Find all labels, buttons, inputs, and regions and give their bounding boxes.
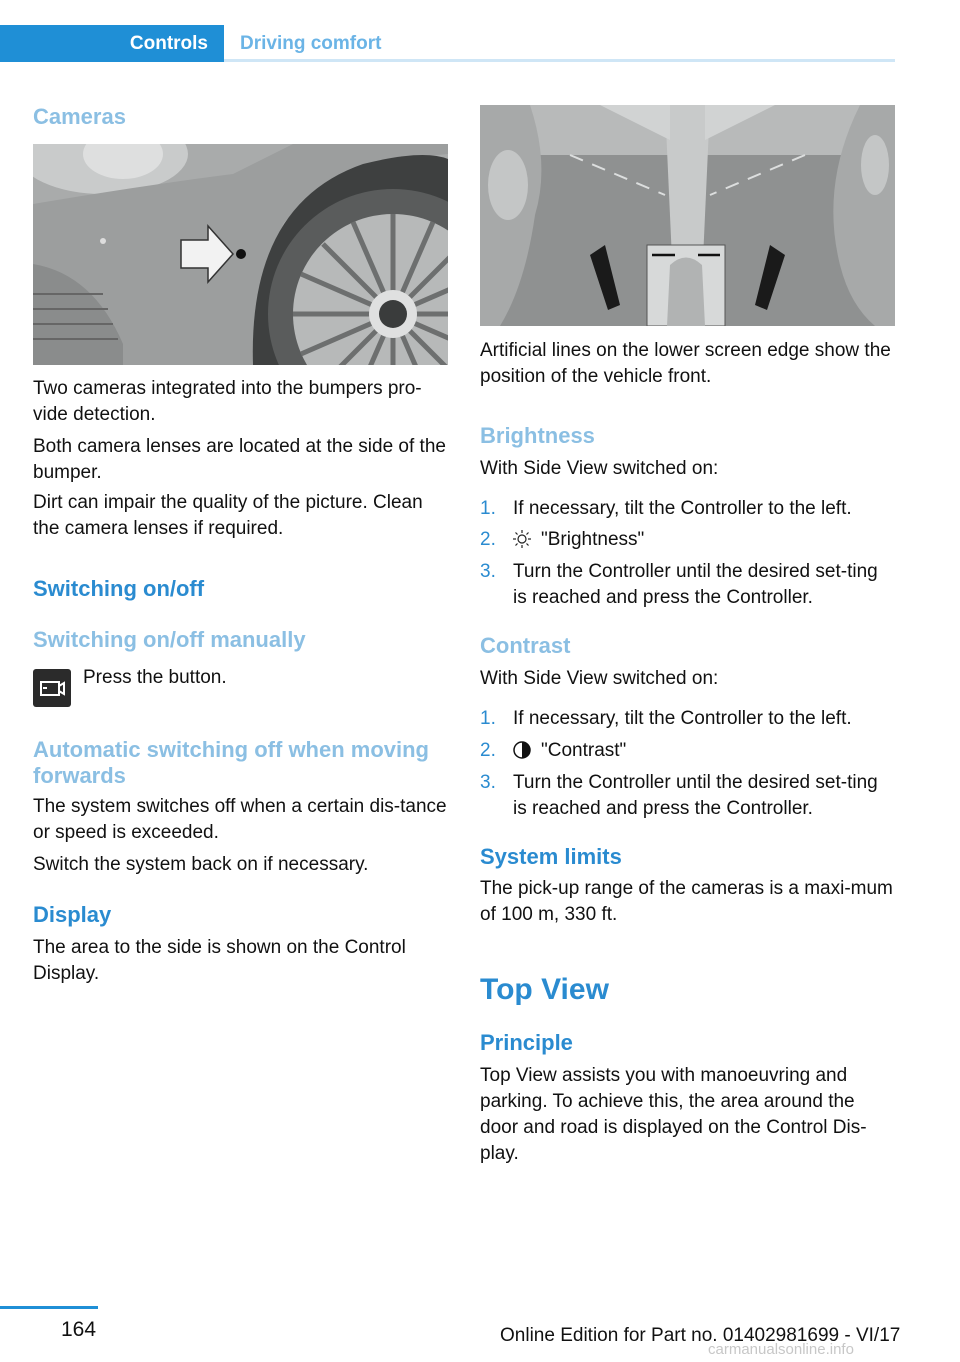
step-number: 3.: [480, 772, 496, 793]
contrast-step-2: [480, 738, 895, 764]
tab-driving-comfort[interactable]: Driving comfort: [240, 32, 382, 54]
system-limits-paragraph: The pick-up range of the cameras is a maxi‐mum of 100 m, 330 ft.: [480, 878, 893, 925]
brightness-step-2: [480, 527, 895, 553]
tab-controls[interactable]: Controls: [0, 25, 224, 62]
principle-paragraph: Top View assists you with manoeuvring and parking. To achieve this, the area around the door and road is displayed on the Control Dis‐play.: [480, 1065, 867, 1164]
page-header: [0, 0, 895, 62]
cameras-paragraph-1: Two cameras integrated into the bumpers pro‐vide detection.: [33, 378, 422, 425]
step-number: 1.: [480, 708, 496, 729]
auto-off-paragraph-1: The system switches off when a certain dis‐tance or speed is exceeded.: [33, 796, 447, 843]
contrast-icon: [513, 741, 531, 767]
principle-heading: Principle: [480, 1030, 573, 1055]
cameras-heading: Cameras: [33, 104, 126, 129]
contrast-heading: Contrast: [480, 633, 571, 658]
cameras-paragraph-3: Dirt can impair the quality of the picture. Clean the camera lenses if required.: [33, 492, 423, 539]
step-text: Turn the Controller until the desired set‐ting is reached and press the Controller.: [513, 772, 878, 819]
display-paragraph: The area to the side is shown on the Control Display.: [33, 937, 406, 984]
press-button-text: Press the button.: [83, 667, 227, 688]
brightness-step-1: [480, 496, 895, 522]
auto-off-paragraph-2: Switch the system back on if necessary.: [33, 854, 369, 875]
system-limits-heading: System limits: [480, 844, 622, 869]
top-view-heading: Top View: [480, 973, 609, 1006]
header-divider: [224, 59, 895, 62]
manual-switching-heading: Switching on/off manually: [33, 627, 306, 652]
watermark: carmanualsonline.info: [708, 1341, 854, 1358]
page-number: 164: [61, 1318, 97, 1341]
sun-icon: [513, 530, 531, 556]
auto-off-heading: Automatic switching off when moving forwards: [33, 737, 429, 788]
step-text: "Brightness": [541, 529, 645, 550]
switching-heading: Switching on/off: [33, 576, 205, 601]
contrast-step-1: [480, 706, 895, 732]
step-text: "Contrast": [541, 740, 627, 761]
brightness-heading: Brightness: [480, 423, 595, 448]
side-view-display-illustration: [480, 105, 895, 326]
contrast-intro: With Side View switched on:: [480, 668, 719, 689]
step-text: Turn the Controller until the desired set‐ting is reached and press the Controller.: [513, 561, 878, 608]
footer-accent-line: [0, 1306, 98, 1309]
cameras-paragraph-2: Both camera lenses are located at the side of the bumper.: [33, 436, 446, 483]
step-number: 2.: [480, 529, 496, 550]
step-number: 3.: [480, 561, 496, 582]
step-number: 2.: [480, 740, 496, 761]
step-text: If necessary, tilt the Controller to the left.: [513, 498, 852, 519]
side-view-button-icon: [33, 669, 71, 707]
contrast-step-3: [480, 770, 895, 822]
step-number: 1.: [480, 498, 496, 519]
display-heading: Display: [33, 902, 112, 927]
edition-text: Online Edition for Part no. 01402981699 - VI/17: [500, 1325, 901, 1346]
brightness-intro: With Side View switched on:: [480, 458, 719, 479]
display-caption: Artificial lines on the lower screen edge show the position of the vehicle front.: [480, 340, 891, 387]
brightness-step-3: [480, 559, 895, 611]
bumper-camera-illustration: [33, 144, 448, 365]
step-text: If necessary, tilt the Controller to the left.: [513, 708, 852, 729]
